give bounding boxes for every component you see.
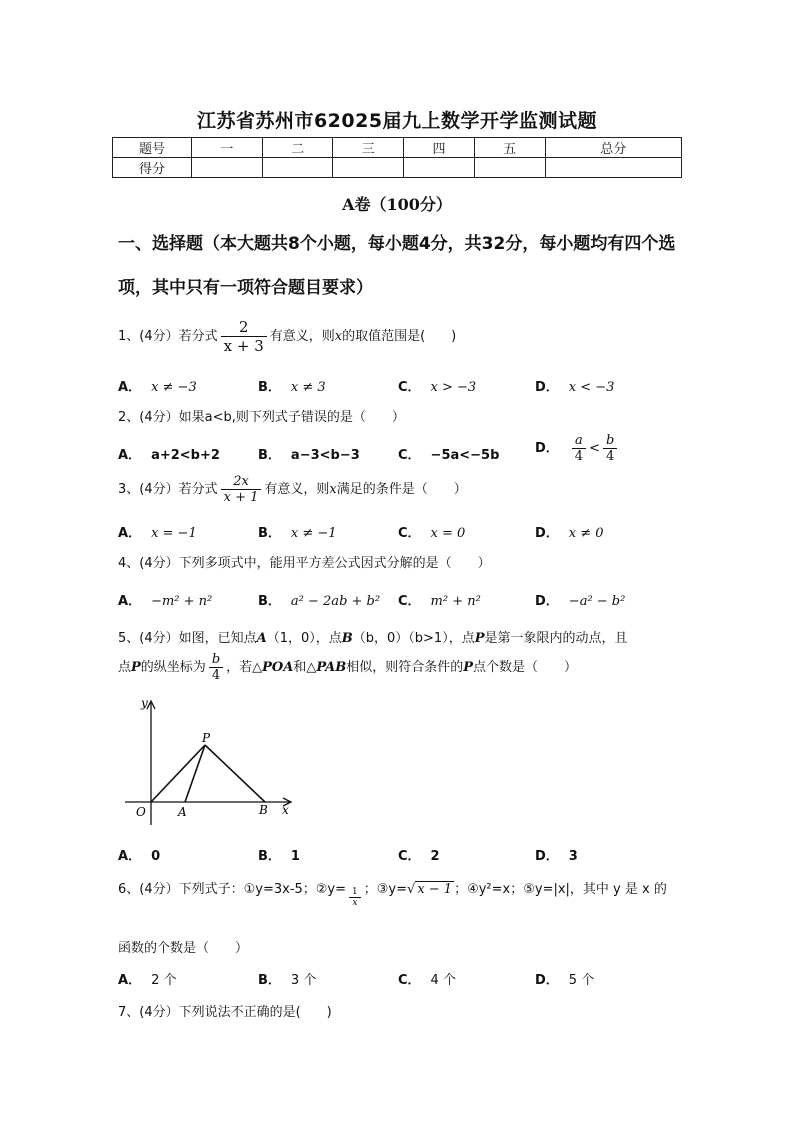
- q1-var: x: [334, 329, 343, 344]
- option-letter: A．: [118, 849, 142, 864]
- segment-op: [151, 745, 205, 802]
- score-input-cell[interactable]: [192, 158, 263, 178]
- score-table: [112, 137, 682, 178]
- q3-option-c[interactable]: [398, 522, 465, 541]
- option-text: a² − 2ab + b²: [290, 594, 381, 609]
- score-table-score-row: [113, 158, 682, 178]
- option-text: 3: [568, 849, 578, 864]
- option-letter: D．: [535, 973, 559, 988]
- segment-pa: [185, 745, 205, 802]
- q1-fraction: [221, 318, 267, 355]
- score-cell: 得分: [113, 158, 192, 178]
- q5-text: 是第一象限内的动点，且: [484, 631, 628, 646]
- question-3: [118, 474, 467, 505]
- section-heading: 一、选择题（本大题共8个小题，每小题4分，共32分，每小题均有四个选项，其中只有一项符合题目要求）: [118, 234, 676, 298]
- option-text: 5 个: [568, 973, 595, 988]
- paper-label: A卷（100分）: [342, 195, 452, 214]
- q5-option-c[interactable]: [398, 845, 440, 864]
- option-text: 2 个: [151, 973, 177, 988]
- option-text: x ≠ 0: [568, 526, 604, 541]
- q4-option-b[interactable]: [258, 590, 380, 609]
- q5-text: （b，0）（b>1），点: [352, 631, 475, 646]
- q5-option-d[interactable]: [535, 845, 578, 864]
- q1-frac-num: 2: [221, 318, 267, 337]
- question-5-line1: [118, 627, 628, 646]
- score-input-cell[interactable]: [545, 158, 681, 178]
- option-letter: C．: [398, 849, 421, 864]
- score-input-cell[interactable]: [474, 158, 545, 178]
- q2-option-c[interactable]: [398, 444, 499, 463]
- option-text: x < −3: [568, 380, 615, 395]
- fig-label-x: x: [282, 803, 289, 817]
- q6-text: 6、(4分）下列式子：①y=3x-5；②y=: [118, 882, 347, 897]
- option-letter: B．: [258, 594, 281, 609]
- q2-option-b[interactable]: [258, 444, 360, 463]
- question-6-line2: 函数的个数是（ ）: [118, 941, 249, 956]
- q3-option-d[interactable]: [535, 522, 604, 541]
- option-text: x ≠ 3: [290, 380, 326, 395]
- frac-den: 4: [211, 668, 221, 683]
- option-text: 1: [290, 849, 300, 864]
- fig-label-a: A: [178, 805, 187, 819]
- q2-d-frac1: [572, 433, 586, 464]
- q5-text: 点个数是（ ）: [473, 660, 578, 675]
- fig-label-o: O: [136, 805, 146, 819]
- option-letter: D．: [535, 526, 559, 541]
- q6-option-d[interactable]: [535, 969, 594, 988]
- q5-option-b[interactable]: [258, 845, 300, 864]
- segment-pb: [205, 745, 265, 802]
- score-table-header-row: [113, 138, 682, 158]
- q1-prefix: 1、(4分）若分式: [118, 329, 218, 344]
- option-letter: D．: [535, 849, 559, 864]
- option-text: x ≠ −3: [151, 380, 197, 395]
- q1-option-a[interactable]: [118, 376, 197, 395]
- q2-option-a[interactable]: [118, 444, 220, 463]
- q1-option-d[interactable]: [535, 376, 614, 395]
- option-letter: D．: [535, 441, 559, 456]
- fig-label-b: B: [259, 803, 268, 817]
- option-letter: A．: [118, 526, 142, 541]
- option-text: 3 个: [290, 973, 317, 988]
- q5-point-p: P: [474, 631, 485, 646]
- option-letter: B．: [258, 448, 281, 463]
- frac-num: a: [572, 433, 586, 449]
- q5-text: 5、(4分）如图，已知点: [118, 631, 257, 646]
- q1-suffix: 有意义，则: [269, 329, 335, 344]
- option-text: a−3<b−3: [290, 448, 360, 463]
- score-input-cell[interactable]: [404, 158, 475, 178]
- q1-suffix2: 的取值范围是( ): [342, 329, 457, 344]
- q3-suffix: 有意义，则: [264, 482, 330, 497]
- q5-text: ，若△: [226, 660, 263, 675]
- score-cell: 三: [333, 138, 404, 158]
- option-text: 0: [151, 849, 161, 864]
- option-letter: C．: [398, 448, 421, 463]
- question-6-line1: [118, 878, 667, 908]
- option-text: x = −1: [151, 526, 197, 541]
- option-letter: B．: [258, 526, 281, 541]
- option-text: x = 0: [430, 526, 466, 541]
- q5-point-p: P: [131, 660, 141, 675]
- option-text: m² + n²: [430, 594, 481, 609]
- q6-fraction: [349, 887, 361, 908]
- frac-num: 2x: [221, 474, 262, 490]
- q1-option-c[interactable]: [398, 376, 476, 395]
- fig-label-p: P: [202, 731, 211, 745]
- score-cell: 总分: [545, 138, 681, 158]
- sqrt-sign: √: [407, 882, 416, 897]
- q5-option-a[interactable]: [118, 845, 160, 864]
- q3-option-a[interactable]: [118, 522, 197, 541]
- score-cell: 二: [262, 138, 333, 158]
- score-cell: 一: [192, 138, 263, 158]
- option-letter: A．: [118, 973, 142, 988]
- q4-option-c[interactable]: [398, 590, 481, 609]
- q6-text: ；④y²=x；⑤y=|x|，其中 y 是 x 的: [454, 882, 667, 897]
- option-text: 4 个: [430, 973, 456, 988]
- q3-prefix: 3、(4分）若分式: [118, 482, 218, 497]
- q5-triangle-poa: POA: [262, 660, 294, 675]
- option-text: a+2<b+2: [151, 448, 220, 463]
- question-2: 2、(4分）如果a<b,则下列式子错误的是（ ）: [118, 410, 405, 425]
- q5-figure: [125, 695, 300, 830]
- frac-num: b: [209, 652, 223, 668]
- frac-den: x + 1: [223, 490, 259, 505]
- frac-den: 4: [606, 449, 615, 464]
- q5-point-b: B: [341, 631, 353, 646]
- q5-fraction: [209, 652, 223, 683]
- q4-option-a[interactable]: [118, 590, 212, 609]
- q5-text: 相似，则符合条件的: [346, 660, 464, 675]
- option-letter: B．: [258, 973, 281, 988]
- score-cell: 四: [404, 138, 475, 158]
- option-text: −5a<−5b: [430, 448, 500, 463]
- score-input-cell[interactable]: [333, 158, 404, 178]
- option-letter: A．: [118, 594, 142, 609]
- q6-option-a[interactable]: [118, 969, 176, 988]
- q1-frac-den: x + 3: [223, 337, 264, 355]
- q5-text: （1，0），点: [266, 631, 342, 646]
- frac-den: 4: [574, 449, 584, 464]
- option-letter: B．: [258, 380, 281, 395]
- q6-text: ；③y=: [363, 882, 408, 897]
- less-than: <: [589, 441, 600, 456]
- option-letter: B．: [258, 849, 281, 864]
- option-text: x > −3: [430, 380, 477, 395]
- option-letter: A．: [118, 380, 142, 395]
- q3-var: x: [329, 482, 337, 497]
- q5-point-a: A: [256, 631, 267, 646]
- score-cell: 题号: [113, 138, 192, 158]
- q3-option-b[interactable]: [258, 522, 337, 541]
- q3-suffix2: 满足的条件是（ ）: [336, 482, 467, 497]
- frac-den: x: [352, 898, 358, 908]
- q5-triangle-pab: PAB: [316, 660, 347, 675]
- q4-option-d[interactable]: [535, 590, 625, 609]
- option-text: 2: [430, 849, 440, 864]
- option-text: −a² − b²: [568, 594, 626, 609]
- q6-sqrt: x − 1: [417, 882, 453, 897]
- q5-text: 和△: [293, 660, 317, 675]
- option-letter: C．: [398, 594, 421, 609]
- q2-option-d[interactable]: [535, 433, 620, 464]
- option-text: −m² + n²: [151, 594, 213, 609]
- q1-option-b[interactable]: [258, 376, 326, 395]
- frac-num: b: [603, 433, 617, 449]
- frac-num: 1: [349, 887, 361, 898]
- fig-label-y: y: [141, 696, 148, 710]
- q5-text: 的纵坐标为: [140, 660, 206, 675]
- question-1: [118, 318, 456, 355]
- score-input-cell[interactable]: [262, 158, 333, 178]
- score-cell: 五: [474, 138, 545, 158]
- question-4: 4、(4分）下列多项式中，能用平方差公式因式分解的是（ ）: [118, 556, 491, 571]
- option-letter: A．: [118, 448, 142, 463]
- q5-text: 点: [118, 660, 132, 675]
- option-letter: C．: [398, 526, 421, 541]
- question-5-line2: [118, 652, 577, 683]
- option-letter: D．: [535, 380, 559, 395]
- question-7: 7、(4分）下列说法不正确的是( ): [118, 1005, 332, 1020]
- q3-fraction: [221, 474, 262, 505]
- q5-point-p: P: [463, 660, 474, 675]
- q6-option-c[interactable]: [398, 969, 456, 988]
- page-title: 江苏省苏州市62025届九上数学开学监测试题: [196, 110, 598, 132]
- option-letter: C．: [398, 380, 421, 395]
- option-letter: D．: [535, 594, 559, 609]
- q2-d-frac2: [603, 433, 617, 464]
- q6-option-b[interactable]: [258, 969, 316, 988]
- option-letter: C．: [398, 973, 421, 988]
- option-text: x ≠ −1: [290, 526, 337, 541]
